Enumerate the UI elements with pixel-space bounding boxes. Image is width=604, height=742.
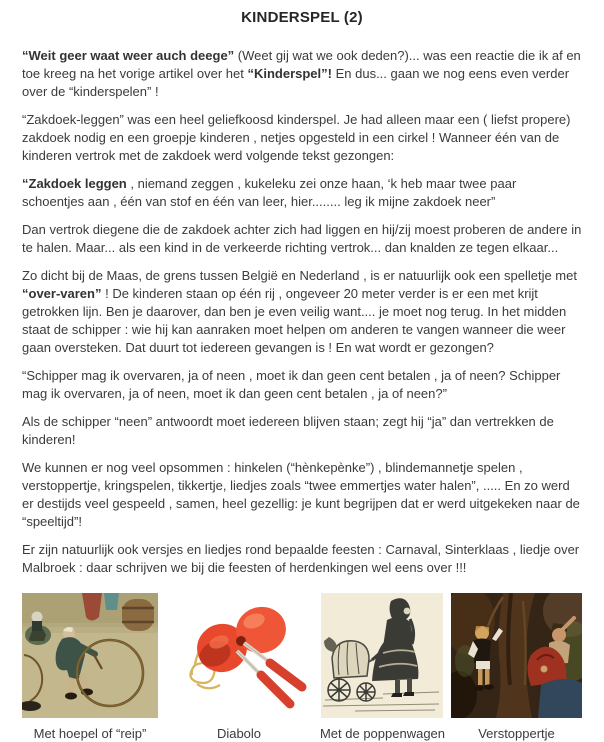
gallery-item-diabolo xyxy=(164,593,314,742)
gallery-item-hoop xyxy=(22,593,158,742)
paragraph-schipper-song: “Schipper mag ik overvaren, ja of neen , moet ik dan geen cent betalen , ja of neen? Schipper mag ik overvaren, ja of neen, moet ik dan geen cent betalen , ja of neen?” xyxy=(22,368,561,401)
gallery-item-verstoppertje xyxy=(451,593,582,742)
diabolo-illustration xyxy=(164,593,314,718)
paragraph-overvaren: Zo dicht bij de Maas, de grens tussen België en Nederland , is er natuurlijk ook een spelletje met “over-varen” ! De kinderen staan op één rij , ongeveer 20 meter verder is er een met krijt getrokken lijn. Ben je daarover, dan ben je even veilig want.... je moet nog terug. In het midden staat de schipper : wie hij kan aanraken moet helpen om anderen te vangen wanneer die weer gaan oversteken. Dat duurt tot iedereen gevangen is ! En wat wordt er gezongen? xyxy=(22,268,577,355)
paragraph-zakdoek-chase: Dan vertrok diegene die de zakdoek achter zich had liggen en hij/zij moest proberen de andere in te halen. Maar... als een kind in de verkeerde richting vertrok... dan knalden ze tegen elkaar... xyxy=(22,222,582,255)
image-caption-hoop: Met hoepel of “reip” xyxy=(33,726,147,741)
image-caption-diabolo: Diabolo xyxy=(216,726,262,741)
diabolo-photo-image xyxy=(164,593,314,718)
paragraph-feesten: Er zijn natuurlijk ook versjes en liedjes rond bepaalde feesten : Carnaval, Sinterklaas , liedje over Malbroek : daar schrijven we bij die feesten of herdenkingen wel eens over !!! xyxy=(22,542,580,575)
doll-pram-illustration xyxy=(321,593,443,718)
doll-pram-engraving-image xyxy=(321,593,443,718)
image-caption-poppenwagen: Met de poppenwagen xyxy=(319,726,446,741)
paragraph-intro: “Weit geer waat weer auch deege” (Weet gij wat we ook deden?)... was een reactie die ik af en toe kreeg na het vorige artikel over het “Kinderspel”! En dus... gaan we nog eens even verder over de “kinderspelen” ! xyxy=(22,48,581,99)
hide-and-seek-illustration xyxy=(451,593,582,718)
paragraph-other-games: We kunnen er nog veel opsommen : hinkelen (“hènkepènke”) , blindemannetje spelen , verstoppertje, kringspelen, tikkertje, liedjes zoals “twee emmertjes water halen”, ..... En zo werd er destijds veel gespeeld , samen, heel gezellig: je kunt begrijpen dat er werd uitgekeken naar de “speeltijd”! xyxy=(22,460,580,529)
hide-and-seek-painting-image xyxy=(451,593,582,718)
bruegel-hoop-illustration xyxy=(22,593,158,718)
gallery-item-poppenwagen xyxy=(320,593,445,742)
image-caption-verstoppertje: Verstoppertje xyxy=(478,726,555,741)
paragraph-schipper-answer: Als de schipper “neen” antwoordt moet iedereen blijven staan; zegt hij “ja” dan vertrekken de kinderen! xyxy=(22,414,554,447)
image-gallery xyxy=(22,593,582,742)
page-title: KINDERSPEL (2) xyxy=(241,9,363,26)
bruegel-hoop-painting-image xyxy=(22,593,158,718)
paragraph-zakdoek-leggen: “Zakdoek-leggen” was een heel geliefkoosd kinderspel. Je had alleen maar een ( liefst propere) zakdoek nodig en een groepje kinderen , netjes opgesteld in een cirkel ! Wanneer één van de kinderen vertrok met de zakdoek werd volgende tekst gezongen: xyxy=(22,112,571,163)
paragraph-zakdoek-song: “Zakdoek leggen , niemand zeggen , kukeleku zei onze haan, ‘k heb maar twee paar schoentjes aan , één van stof en één van leer, hier........ leg ik mijne zakdoek neer” xyxy=(22,176,517,209)
